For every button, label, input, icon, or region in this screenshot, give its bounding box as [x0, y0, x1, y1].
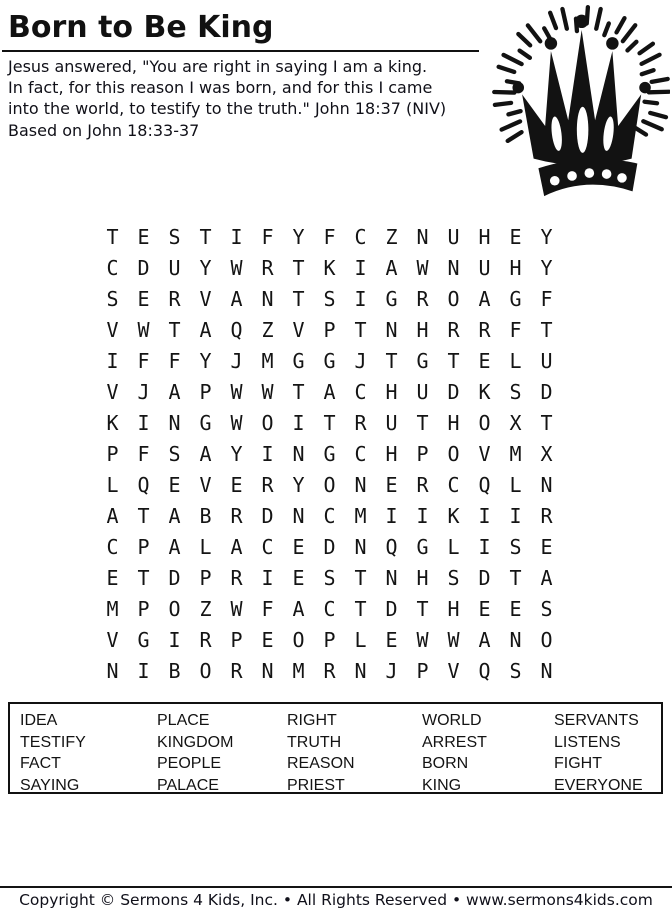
- grid-cell[interactable]: A: [168, 504, 181, 528]
- grid-cell[interactable]: L: [509, 349, 522, 373]
- verse-line: into the world, to testify to the truth." John 18:37 (NIV): [8, 99, 447, 118]
- grid-cell[interactable]: L: [354, 628, 367, 652]
- grid-cell[interactable]: P: [323, 628, 336, 652]
- word-bank-item[interactable]: TESTIFY: [20, 733, 86, 751]
- grid-cell[interactable]: N: [354, 535, 367, 559]
- grid-cell[interactable]: C: [354, 380, 367, 404]
- grid-cell[interactable]: Z: [261, 318, 274, 342]
- grid-cell[interactable]: W: [261, 380, 274, 404]
- grid-cell[interactable]: A: [292, 597, 305, 621]
- grid-cell[interactable]: U: [447, 225, 460, 249]
- grid-cell[interactable]: J: [354, 349, 367, 373]
- grid-cell[interactable]: Y: [292, 225, 305, 249]
- grid-cell[interactable]: H: [385, 442, 398, 466]
- grid-cell[interactable]: V: [478, 442, 491, 466]
- grid-cell[interactable]: S: [509, 535, 522, 559]
- grid-cell[interactable]: F: [540, 287, 553, 311]
- grid-cell[interactable]: D: [323, 535, 336, 559]
- grid-cell[interactable]: D: [447, 380, 460, 404]
- grid-cell[interactable]: E: [478, 597, 491, 621]
- grid-cell[interactable]: O: [323, 473, 336, 497]
- grid-cell[interactable]: R: [230, 566, 243, 590]
- grid-cell[interactable]: G: [292, 349, 305, 373]
- grid-cell[interactable]: T: [292, 287, 305, 311]
- grid-cell[interactable]: A: [478, 628, 491, 652]
- grid-cell[interactable]: H: [447, 597, 460, 621]
- word-bank-item[interactable]: PALACE: [157, 776, 219, 794]
- grid-cell[interactable]: A: [385, 256, 398, 280]
- grid-cell[interactable]: O: [261, 411, 274, 435]
- word-bank-column: [287, 710, 422, 792]
- grid-cell[interactable]: U: [168, 256, 181, 280]
- grid-cell[interactable]: O: [292, 628, 305, 652]
- grid-cell[interactable]: G: [137, 628, 150, 652]
- grid-cell[interactable]: R: [416, 473, 429, 497]
- grid-cell[interactable]: A: [230, 287, 243, 311]
- grid-cell[interactable]: G: [199, 411, 212, 435]
- grid-cell[interactable]: C: [106, 535, 119, 559]
- grid-cell[interactable]: S: [323, 566, 336, 590]
- grid-cell[interactable]: P: [137, 597, 150, 621]
- grid-cell[interactable]: R: [416, 287, 429, 311]
- grid-cell[interactable]: A: [478, 287, 491, 311]
- grid-cell[interactable]: M: [106, 597, 119, 621]
- grid-cell[interactable]: T: [509, 566, 522, 590]
- grid-cell[interactable]: R: [261, 256, 274, 280]
- word-bank-item[interactable]: REASON: [287, 755, 355, 772]
- grid-cell[interactable]: I: [137, 411, 150, 435]
- grid-cell[interactable]: E: [137, 225, 150, 249]
- grid-cell[interactable]: F: [137, 442, 150, 466]
- grid-cell[interactable]: G: [509, 287, 522, 311]
- grid-cell[interactable]: I: [137, 659, 150, 683]
- grid-cell[interactable]: D: [478, 566, 491, 590]
- grid-cell[interactable]: E: [385, 628, 398, 652]
- grid-cell[interactable]: F: [137, 349, 150, 373]
- grid-cell[interactable]: T: [292, 256, 305, 280]
- grid-cell[interactable]: N: [106, 659, 119, 683]
- grid-cell[interactable]: M: [509, 442, 522, 466]
- grid-cell[interactable]: S: [168, 225, 181, 249]
- grid-cell[interactable]: N: [261, 287, 274, 311]
- grid-cell[interactable]: N: [416, 225, 429, 249]
- grid-cell[interactable]: I: [230, 225, 243, 249]
- grid-cell[interactable]: V: [199, 473, 212, 497]
- grid-cell[interactable]: Q: [230, 318, 243, 342]
- grid-cell[interactable]: S: [540, 597, 553, 621]
- grid-cell[interactable]: R: [540, 504, 553, 528]
- grid-cell[interactable]: A: [199, 318, 212, 342]
- based-on-reference: Based on John 18:33-37: [8, 121, 200, 140]
- grid-cell[interactable]: A: [168, 380, 181, 404]
- grid-cell[interactable]: Q: [478, 659, 491, 683]
- grid-cell[interactable]: N: [261, 659, 274, 683]
- grid-cell[interactable]: O: [447, 442, 460, 466]
- grid-cell[interactable]: P: [230, 628, 243, 652]
- grid-cell[interactable]: I: [416, 504, 429, 528]
- grid-cell[interactable]: T: [540, 318, 553, 342]
- grid-cell[interactable]: U: [478, 256, 491, 280]
- grid-cell[interactable]: O: [447, 287, 460, 311]
- grid-cell[interactable]: R: [230, 659, 243, 683]
- grid-cell[interactable]: O: [199, 659, 212, 683]
- word-bank-column: [554, 710, 661, 792]
- grid-cell[interactable]: Y: [540, 225, 553, 249]
- grid-cell[interactable]: Z: [199, 597, 212, 621]
- word-bank-item[interactable]: EVERYONE: [554, 776, 643, 794]
- grid-cell[interactable]: H: [509, 256, 522, 280]
- grid-cell[interactable]: E: [292, 566, 305, 590]
- grid-cell[interactable]: R: [261, 473, 274, 497]
- grid-cell[interactable]: A: [168, 535, 181, 559]
- grid-cell[interactable]: W: [230, 597, 243, 621]
- grid-cell[interactable]: G: [323, 349, 336, 373]
- grid-cell[interactable]: Y: [540, 256, 553, 280]
- grid-cell[interactable]: V: [106, 380, 119, 404]
- grid-cell[interactable]: U: [540, 349, 553, 373]
- word-bank-item[interactable]: KING: [422, 776, 462, 794]
- grid-cell[interactable]: S: [106, 287, 119, 311]
- grid-cell[interactable]: N: [354, 473, 367, 497]
- grid-cell[interactable]: I: [478, 535, 491, 559]
- grid-cell[interactable]: G: [416, 535, 429, 559]
- verse-line: In fact, for this reason I was born, and for this I came: [8, 78, 433, 97]
- grid-cell[interactable]: P: [137, 535, 150, 559]
- grid-cell[interactable]: C: [106, 256, 119, 280]
- word-bank-item[interactable]: BORN: [422, 755, 469, 772]
- crown-with-rays-icon: [476, 2, 670, 202]
- grid-cell[interactable]: J: [137, 380, 150, 404]
- word-bank-item[interactable]: IDEA: [20, 712, 58, 729]
- word-bank-item[interactable]: PRIEST: [287, 776, 345, 794]
- grid-cell[interactable]: W: [230, 411, 243, 435]
- grid-cell[interactable]: K: [478, 380, 491, 404]
- grid-cell[interactable]: V: [292, 318, 305, 342]
- grid-cell[interactable]: D: [540, 380, 553, 404]
- grid-cell[interactable]: D: [385, 597, 398, 621]
- grid-cell[interactable]: M: [292, 659, 305, 683]
- grid-cell[interactable]: T: [137, 504, 150, 528]
- word-bank-item[interactable]: FACT: [20, 755, 61, 772]
- grid-cell[interactable]: R: [447, 318, 460, 342]
- grid-cell[interactable]: H: [447, 411, 460, 435]
- grid-cell[interactable]: C: [447, 473, 460, 497]
- grid-cell[interactable]: P: [199, 566, 212, 590]
- grid-cell[interactable]: A: [230, 535, 243, 559]
- grid-cell[interactable]: F: [323, 225, 336, 249]
- word-bank-item[interactable]: RIGHT: [287, 712, 337, 729]
- grid-cell[interactable]: A: [199, 442, 212, 466]
- grid-cell[interactable]: L: [199, 535, 212, 559]
- grid-cell[interactable]: W: [137, 318, 150, 342]
- grid-cell[interactable]: N: [540, 473, 553, 497]
- grid-cell[interactable]: S: [323, 287, 336, 311]
- grid-cell[interactable]: X: [509, 411, 522, 435]
- grid-cell[interactable]: Q: [137, 473, 150, 497]
- verse-text: [8, 56, 446, 119]
- grid-cell[interactable]: H: [416, 318, 429, 342]
- grid-cell[interactable]: K: [323, 256, 336, 280]
- grid-cell[interactable]: L: [509, 473, 522, 497]
- grid-cell[interactable]: E: [137, 287, 150, 311]
- grid-cell[interactable]: T: [323, 411, 336, 435]
- grid-cell[interactable]: C: [354, 225, 367, 249]
- grid-cell[interactable]: F: [261, 597, 274, 621]
- grid-cell[interactable]: Z: [385, 225, 398, 249]
- word-bank-item[interactable]: FIGHT: [554, 755, 602, 772]
- grid-cell[interactable]: T: [354, 318, 367, 342]
- grid-cell[interactable]: T: [540, 411, 553, 435]
- word-bank: [8, 702, 663, 794]
- grid-cell[interactable]: I: [509, 504, 522, 528]
- grid-cell[interactable]: C: [261, 535, 274, 559]
- grid-cell[interactable]: U: [416, 380, 429, 404]
- grid-cell[interactable]: S: [509, 380, 522, 404]
- grid-cell[interactable]: R: [323, 659, 336, 683]
- grid-cell[interactable]: K: [447, 504, 460, 528]
- grid-cell[interactable]: E: [106, 566, 119, 590]
- grid-cell[interactable]: P: [106, 442, 119, 466]
- grid-cell[interactable]: T: [416, 597, 429, 621]
- grid-cell[interactable]: T: [292, 380, 305, 404]
- grid-cell[interactable]: A: [323, 380, 336, 404]
- grid-cell[interactable]: E: [540, 535, 553, 559]
- grid-cell[interactable]: N: [385, 318, 398, 342]
- grid-cell[interactable]: L: [447, 535, 460, 559]
- grid-cell[interactable]: A: [540, 566, 553, 590]
- grid-cell[interactable]: T: [106, 225, 119, 249]
- grid-cell[interactable]: R: [168, 287, 181, 311]
- grid-cell[interactable]: Y: [199, 349, 212, 373]
- grid-cell[interactable]: Y: [292, 473, 305, 497]
- grid-cell[interactable]: Y: [199, 256, 212, 280]
- grid-cell[interactable]: T: [199, 225, 212, 249]
- grid-cell[interactable]: S: [447, 566, 460, 590]
- grid-cell[interactable]: E: [168, 473, 181, 497]
- grid-cell[interactable]: R: [199, 628, 212, 652]
- grid-cell[interactable]: N: [509, 628, 522, 652]
- grid-cell[interactable]: E: [292, 535, 305, 559]
- grid-cell[interactable]: N: [354, 659, 367, 683]
- word-bank-column: [422, 710, 554, 792]
- grid-cell[interactable]: I: [261, 442, 274, 466]
- grid-cell[interactable]: F: [168, 349, 181, 373]
- word-bank-item[interactable]: PLACE: [157, 712, 210, 729]
- verse-line: Jesus answered, "You are right in saying I am a king.: [8, 57, 428, 76]
- grid-cell[interactable]: G: [385, 287, 398, 311]
- grid-cell[interactable]: J: [385, 659, 398, 683]
- grid-cell[interactable]: H: [478, 225, 491, 249]
- grid-cell[interactable]: P: [323, 318, 336, 342]
- word-bank-item[interactable]: PEOPLE: [157, 755, 222, 772]
- grid-cell[interactable]: T: [385, 349, 398, 373]
- grid-cell[interactable]: P: [416, 659, 429, 683]
- word-bank-item[interactable]: ARREST: [422, 733, 487, 751]
- grid-cell[interactable]: L: [106, 473, 119, 497]
- grid-cell[interactable]: U: [385, 411, 398, 435]
- copyright-text: Copyright © Sermons 4 Kids, Inc. • All Rights Reserved • www.sermons4kids.com: [19, 891, 653, 909]
- grid-cell[interactable]: T: [354, 597, 367, 621]
- word-bank-item[interactable]: WORLD: [422, 712, 482, 729]
- grid-cell[interactable]: W: [416, 256, 429, 280]
- grid-cell[interactable]: N: [447, 256, 460, 280]
- grid-cell[interactable]: N: [540, 659, 553, 683]
- grid-cell[interactable]: F: [509, 318, 522, 342]
- grid-cell[interactable]: C: [323, 597, 336, 621]
- grid-cell[interactable]: I: [478, 504, 491, 528]
- grid-cell[interactable]: M: [354, 504, 367, 528]
- grid-cell[interactable]: J: [230, 349, 243, 373]
- word-bank-column: [20, 710, 157, 792]
- grid-cell[interactable]: I: [261, 566, 274, 590]
- page-title: Born to Be King: [8, 10, 274, 45]
- grid-cell[interactable]: D: [137, 256, 150, 280]
- grid-cell[interactable]: N: [385, 566, 398, 590]
- grid-cell[interactable]: V: [106, 628, 119, 652]
- grid-cell[interactable]: N: [292, 504, 305, 528]
- word-bank-item[interactable]: KINGDOM: [157, 733, 234, 751]
- grid-cell[interactable]: V: [199, 287, 212, 311]
- grid-cell[interactable]: T: [168, 318, 181, 342]
- grid-cell[interactable]: T: [416, 411, 429, 435]
- grid-cell[interactable]: I: [106, 349, 119, 373]
- grid-cell[interactable]: R: [230, 504, 243, 528]
- grid-cell[interactable]: C: [323, 504, 336, 528]
- grid-cell[interactable]: B: [168, 659, 181, 683]
- grid-cell[interactable]: F: [261, 225, 274, 249]
- grid-cell[interactable]: W: [230, 380, 243, 404]
- grid-cell[interactable]: O: [478, 411, 491, 435]
- grid-cell[interactable]: H: [385, 380, 398, 404]
- grid-cell[interactable]: Q: [385, 535, 398, 559]
- grid-cell[interactable]: Q: [478, 473, 491, 497]
- grid-cell[interactable]: N: [292, 442, 305, 466]
- grid-cell[interactable]: P: [199, 380, 212, 404]
- grid-cell[interactable]: O: [168, 597, 181, 621]
- word-search-grid: [97, 222, 562, 687]
- grid-cell[interactable]: S: [509, 659, 522, 683]
- grid-cell[interactable]: E: [261, 628, 274, 652]
- grid-cell[interactable]: C: [354, 442, 367, 466]
- grid-cell[interactable]: I: [168, 628, 181, 652]
- grid-cell[interactable]: O: [540, 628, 553, 652]
- grid-cell[interactable]: D: [261, 504, 274, 528]
- grid-cell[interactable]: W: [416, 628, 429, 652]
- word-bank-item[interactable]: SAYING: [20, 776, 80, 794]
- grid-cell[interactable]: K: [106, 411, 119, 435]
- grid-cell[interactable]: I: [385, 504, 398, 528]
- footer-divider: [0, 886, 672, 888]
- grid-cell[interactable]: R: [478, 318, 491, 342]
- grid-cell[interactable]: N: [168, 411, 181, 435]
- grid-cell[interactable]: G: [416, 349, 429, 373]
- grid-cell[interactable]: Y: [230, 442, 243, 466]
- grid-cell[interactable]: T: [354, 566, 367, 590]
- grid-cell[interactable]: V: [447, 659, 460, 683]
- grid-cell[interactable]: W: [230, 256, 243, 280]
- grid-cell[interactable]: E: [230, 473, 243, 497]
- grid-cell[interactable]: A: [106, 504, 119, 528]
- grid-cell[interactable]: I: [354, 256, 367, 280]
- grid-cell[interactable]: H: [416, 566, 429, 590]
- grid-cell[interactable]: E: [509, 225, 522, 249]
- grid-cell[interactable]: S: [168, 442, 181, 466]
- word-bank-item[interactable]: SERVANTS: [554, 712, 639, 729]
- grid-cell[interactable]: I: [354, 287, 367, 311]
- word-bank-item[interactable]: TRUTH: [287, 733, 342, 751]
- grid-cell[interactable]: P: [416, 442, 429, 466]
- grid-cell[interactable]: X: [540, 442, 553, 466]
- grid-cell[interactable]: R: [354, 411, 367, 435]
- word-bank-column: [157, 710, 287, 792]
- word-bank-item[interactable]: LISTENS: [554, 733, 621, 751]
- grid-cell[interactable]: D: [168, 566, 181, 590]
- grid-cell[interactable]: T: [137, 566, 150, 590]
- grid-cell[interactable]: E: [478, 349, 491, 373]
- grid-cell[interactable]: E: [509, 597, 522, 621]
- grid-cell[interactable]: G: [323, 442, 336, 466]
- grid-cell[interactable]: M: [261, 349, 274, 373]
- grid-cell[interactable]: W: [447, 628, 460, 652]
- grid-cell[interactable]: I: [292, 411, 305, 435]
- grid-cell[interactable]: B: [199, 504, 212, 528]
- grid-cell[interactable]: E: [385, 473, 398, 497]
- title-underline: [2, 50, 479, 52]
- grid-cell[interactable]: V: [106, 318, 119, 342]
- grid-cell[interactable]: T: [447, 349, 460, 373]
